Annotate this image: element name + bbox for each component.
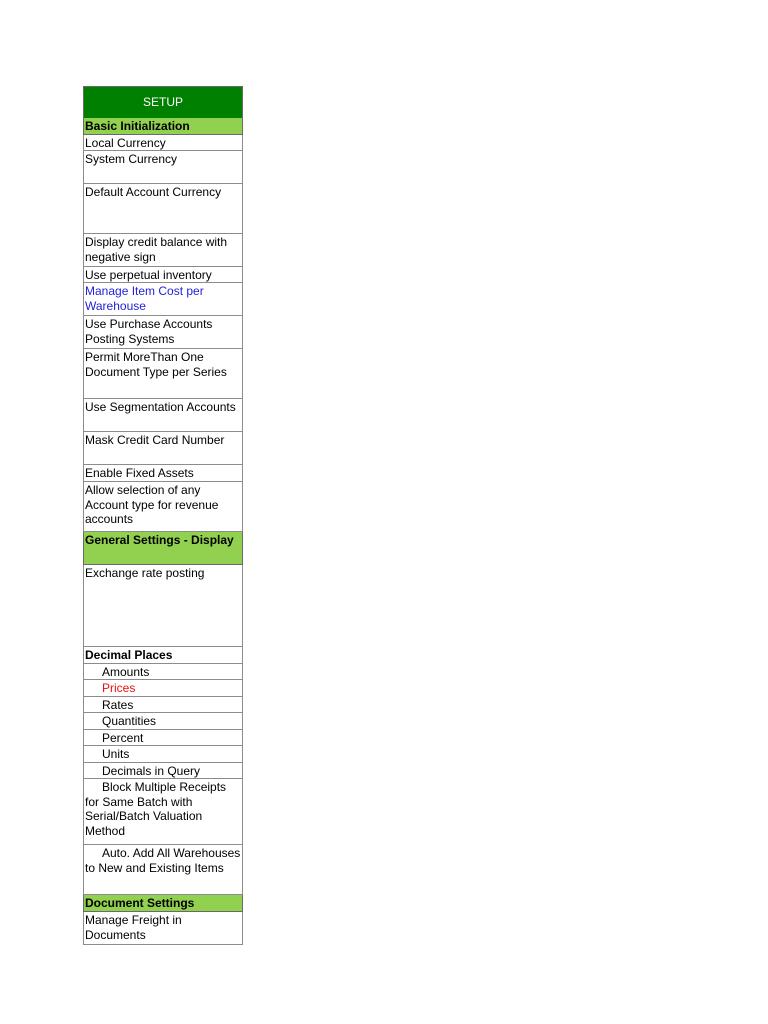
row-decimal-prices: Prices <box>83 680 243 697</box>
row-local-currency: Local Currency <box>83 135 243 151</box>
row-use-segmentation-accounts: Use Segmentation Accounts <box>83 399 243 432</box>
row-display-credit-balance: Display credit balance with negative sign <box>83 234 243 267</box>
row-decimals-in-query: Decimals in Query <box>83 763 243 779</box>
row-decimal-units: Units <box>83 746 243 763</box>
row-manage-item-cost-per-warehouse: Manage Item Cost per Warehouse <box>83 283 243 316</box>
row-decimal-quantities: Quantities <box>83 713 243 730</box>
row-manage-freight-in-documents: Manage Freight in Documents <box>83 912 243 945</box>
row-enable-fixed-assets: Enable Fixed Assets <box>83 465 243 482</box>
row-block-multiple-receipts: Block Multiple Receipts for Same Batch with Serial/Batch Valuation Method <box>83 779 243 845</box>
row-permit-more-than-one-doc-type: Permit MoreThan One Document Type per Series <box>83 349 243 399</box>
row-decimal-percent: Percent <box>83 730 243 746</box>
row-mask-credit-card-number: Mask Credit Card Number <box>83 432 243 465</box>
section-general-settings-display: General Settings - Display <box>83 532 243 565</box>
section-document-settings: Document Settings <box>83 895 243 912</box>
setup-sheet <box>83 86 243 945</box>
row-auto-add-all-warehouses: Auto. Add All Warehouses to New and Existing Items <box>83 845 243 895</box>
setup-header: SETUP <box>83 86 243 118</box>
row-decimal-amounts: Amounts <box>83 664 243 680</box>
row-decimal-places: Decimal Places <box>83 647 243 664</box>
row-allow-selection-account-type: Allow selection of any Account type for revenue accounts <box>83 482 243 532</box>
row-decimal-rates: Rates <box>83 697 243 713</box>
setup-rows <box>83 118 243 945</box>
row-use-purchase-accounts: Use Purchase Accounts Posting Systems <box>83 316 243 349</box>
row-use-perpetual-inventory: Use perpetual inventory <box>83 267 243 283</box>
row-system-currency: System Currency <box>83 151 243 184</box>
row-default-account-currency: Default Account Currency <box>83 184 243 234</box>
row-exchange-rate-posting: Exchange rate posting <box>83 565 243 647</box>
section-basic-initialization: Basic Initialization <box>83 118 243 135</box>
